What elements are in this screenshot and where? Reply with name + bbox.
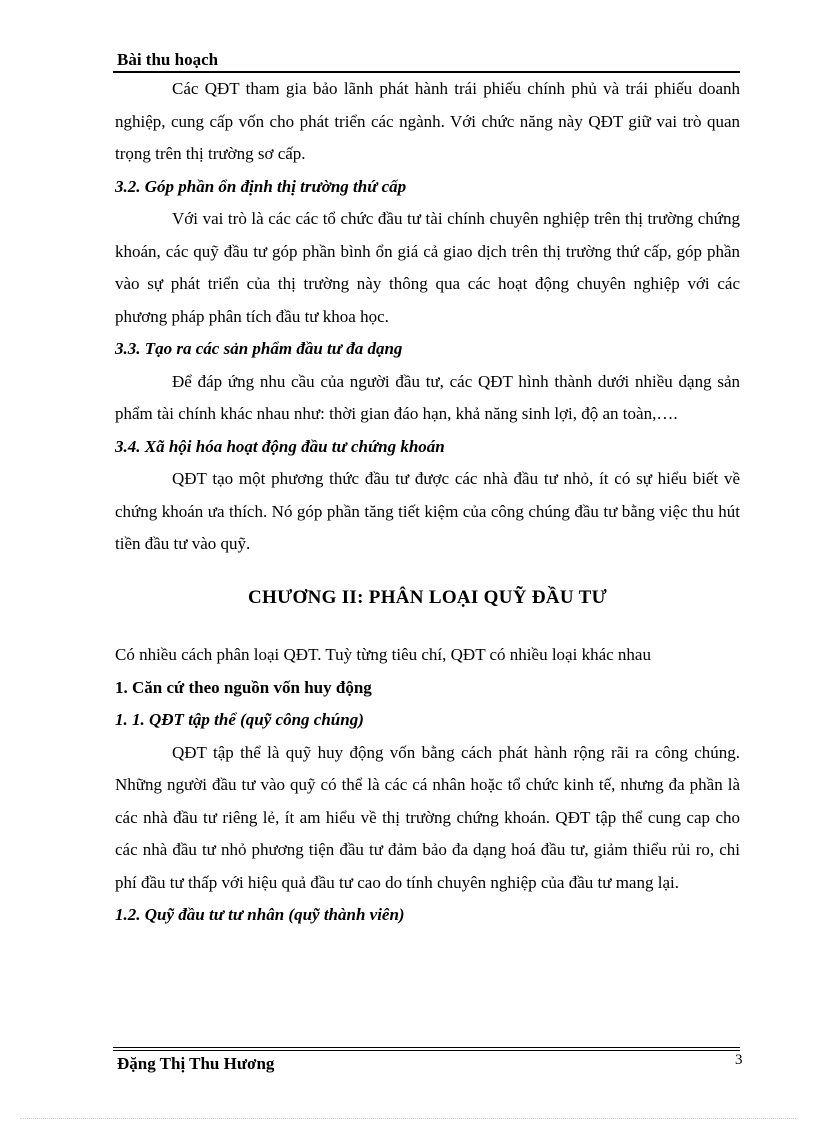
footer-divider-top — [113, 1047, 740, 1048]
section-heading-1-1: 1. 1. QĐT tập thể (quỹ công chúng) — [115, 710, 364, 729]
header-title: Bài thu hoạch — [117, 50, 219, 69]
paragraph-classification-intro: Có nhiều cách phân loại QĐT. Tuỳ từng tiêu chí, QĐT có nhiều loại khác nhau — [115, 645, 651, 664]
chapter-title: CHƯƠNG II: PHÂN LOẠI QUỸ ĐẦU TƯ — [247, 586, 608, 608]
footer-author: Đặng Thị Thu Hương — [117, 1054, 275, 1073]
section-heading-1-2: 1.2. Quỹ đầu tư tư nhân (quỹ thành viên) — [115, 905, 405, 924]
section-heading-3-2: 3.2. Góp phần ổn định thị trường thứ cấp — [115, 176, 407, 196]
paragraph-bond-issuance: Các QĐT tham gia bảo lãnh phát hành trái phiếu chính phủ và trái phiếu doanh nghiệp, cung cấp vốn cho phát triển các ngành. Với chức năng này QĐT giữ vai trò quan trọng trên thị trường sơ cấp. — [115, 79, 740, 163]
section-heading-3-4: 3.4. Xã hội hóa hoạt động đầu tư chứng khoán — [115, 436, 445, 456]
paragraph-socialization: QĐT tạo một phương thức đầu tư được các nhà đầu tư nhỏ, ít có sự hiểu biết về chứng khoán ưa thích. Nó góp phần tăng tiết kiệm của công chúng đầu tư bằng việc thu hút tiền đầu tư vào quỹ. — [115, 469, 740, 553]
page-content — [115, 73, 740, 932]
page-bottom-dotted-line — [20, 1118, 796, 1119]
paragraph-diverse-products: Để đáp ứng nhu cầu của người đầu tư, các QĐT hình thành dưới nhiều dạng sản phẩm tài chính khác nhau như: thời gian đáo hạn, khả năng sinh lợi, độ an toàn,…. — [115, 371, 740, 423]
paragraph-public-fund: QĐT tập thể là quỹ huy động vốn bằng cách phát hành rộng rãi ra công chúng. Những người đầu tư vào quỹ có thể là các cá nhân hoặc tổ chức kinh tế, nhưng đa phần là các nhà đầu tư riêng lẻ, ít am hiểu về thị trường chứng khoán. QĐT tập thể cung cap cho các nhà đầu tư nhỏ phương tiện đầu tư đảm bảo đa dạng hoá đầu tư, giảm thiểu rủi ro, chi phí đầu tư thấp với hiệu quả đầu tư cao do tính chuyên nghiệp của đầu tư mang lại. — [115, 742, 740, 892]
footer-divider-bottom — [113, 1050, 740, 1051]
section-heading-3-3: 3.3. Tạo ra các sản phẩm đầu tư đa dạng — [115, 339, 403, 358]
paragraph-secondary-market: Với vai trò là các các tổ chức đầu tư tài chính chuyên nghiệp trên thị trường chứng khoán, các quỹ đầu tư góp phần bình ổn giá cả giao dịch trên thị trường thứ cấp, góp phần vào sự phát triển của thị trường này thông qua các hoạt động chuyên nghiệp với các phương pháp phân tích đầu tư khoa học. — [115, 209, 740, 326]
section-heading-1: 1. Căn cứ theo nguồn vốn huy động — [115, 677, 372, 697]
page-number: 3 — [735, 1052, 743, 1068]
